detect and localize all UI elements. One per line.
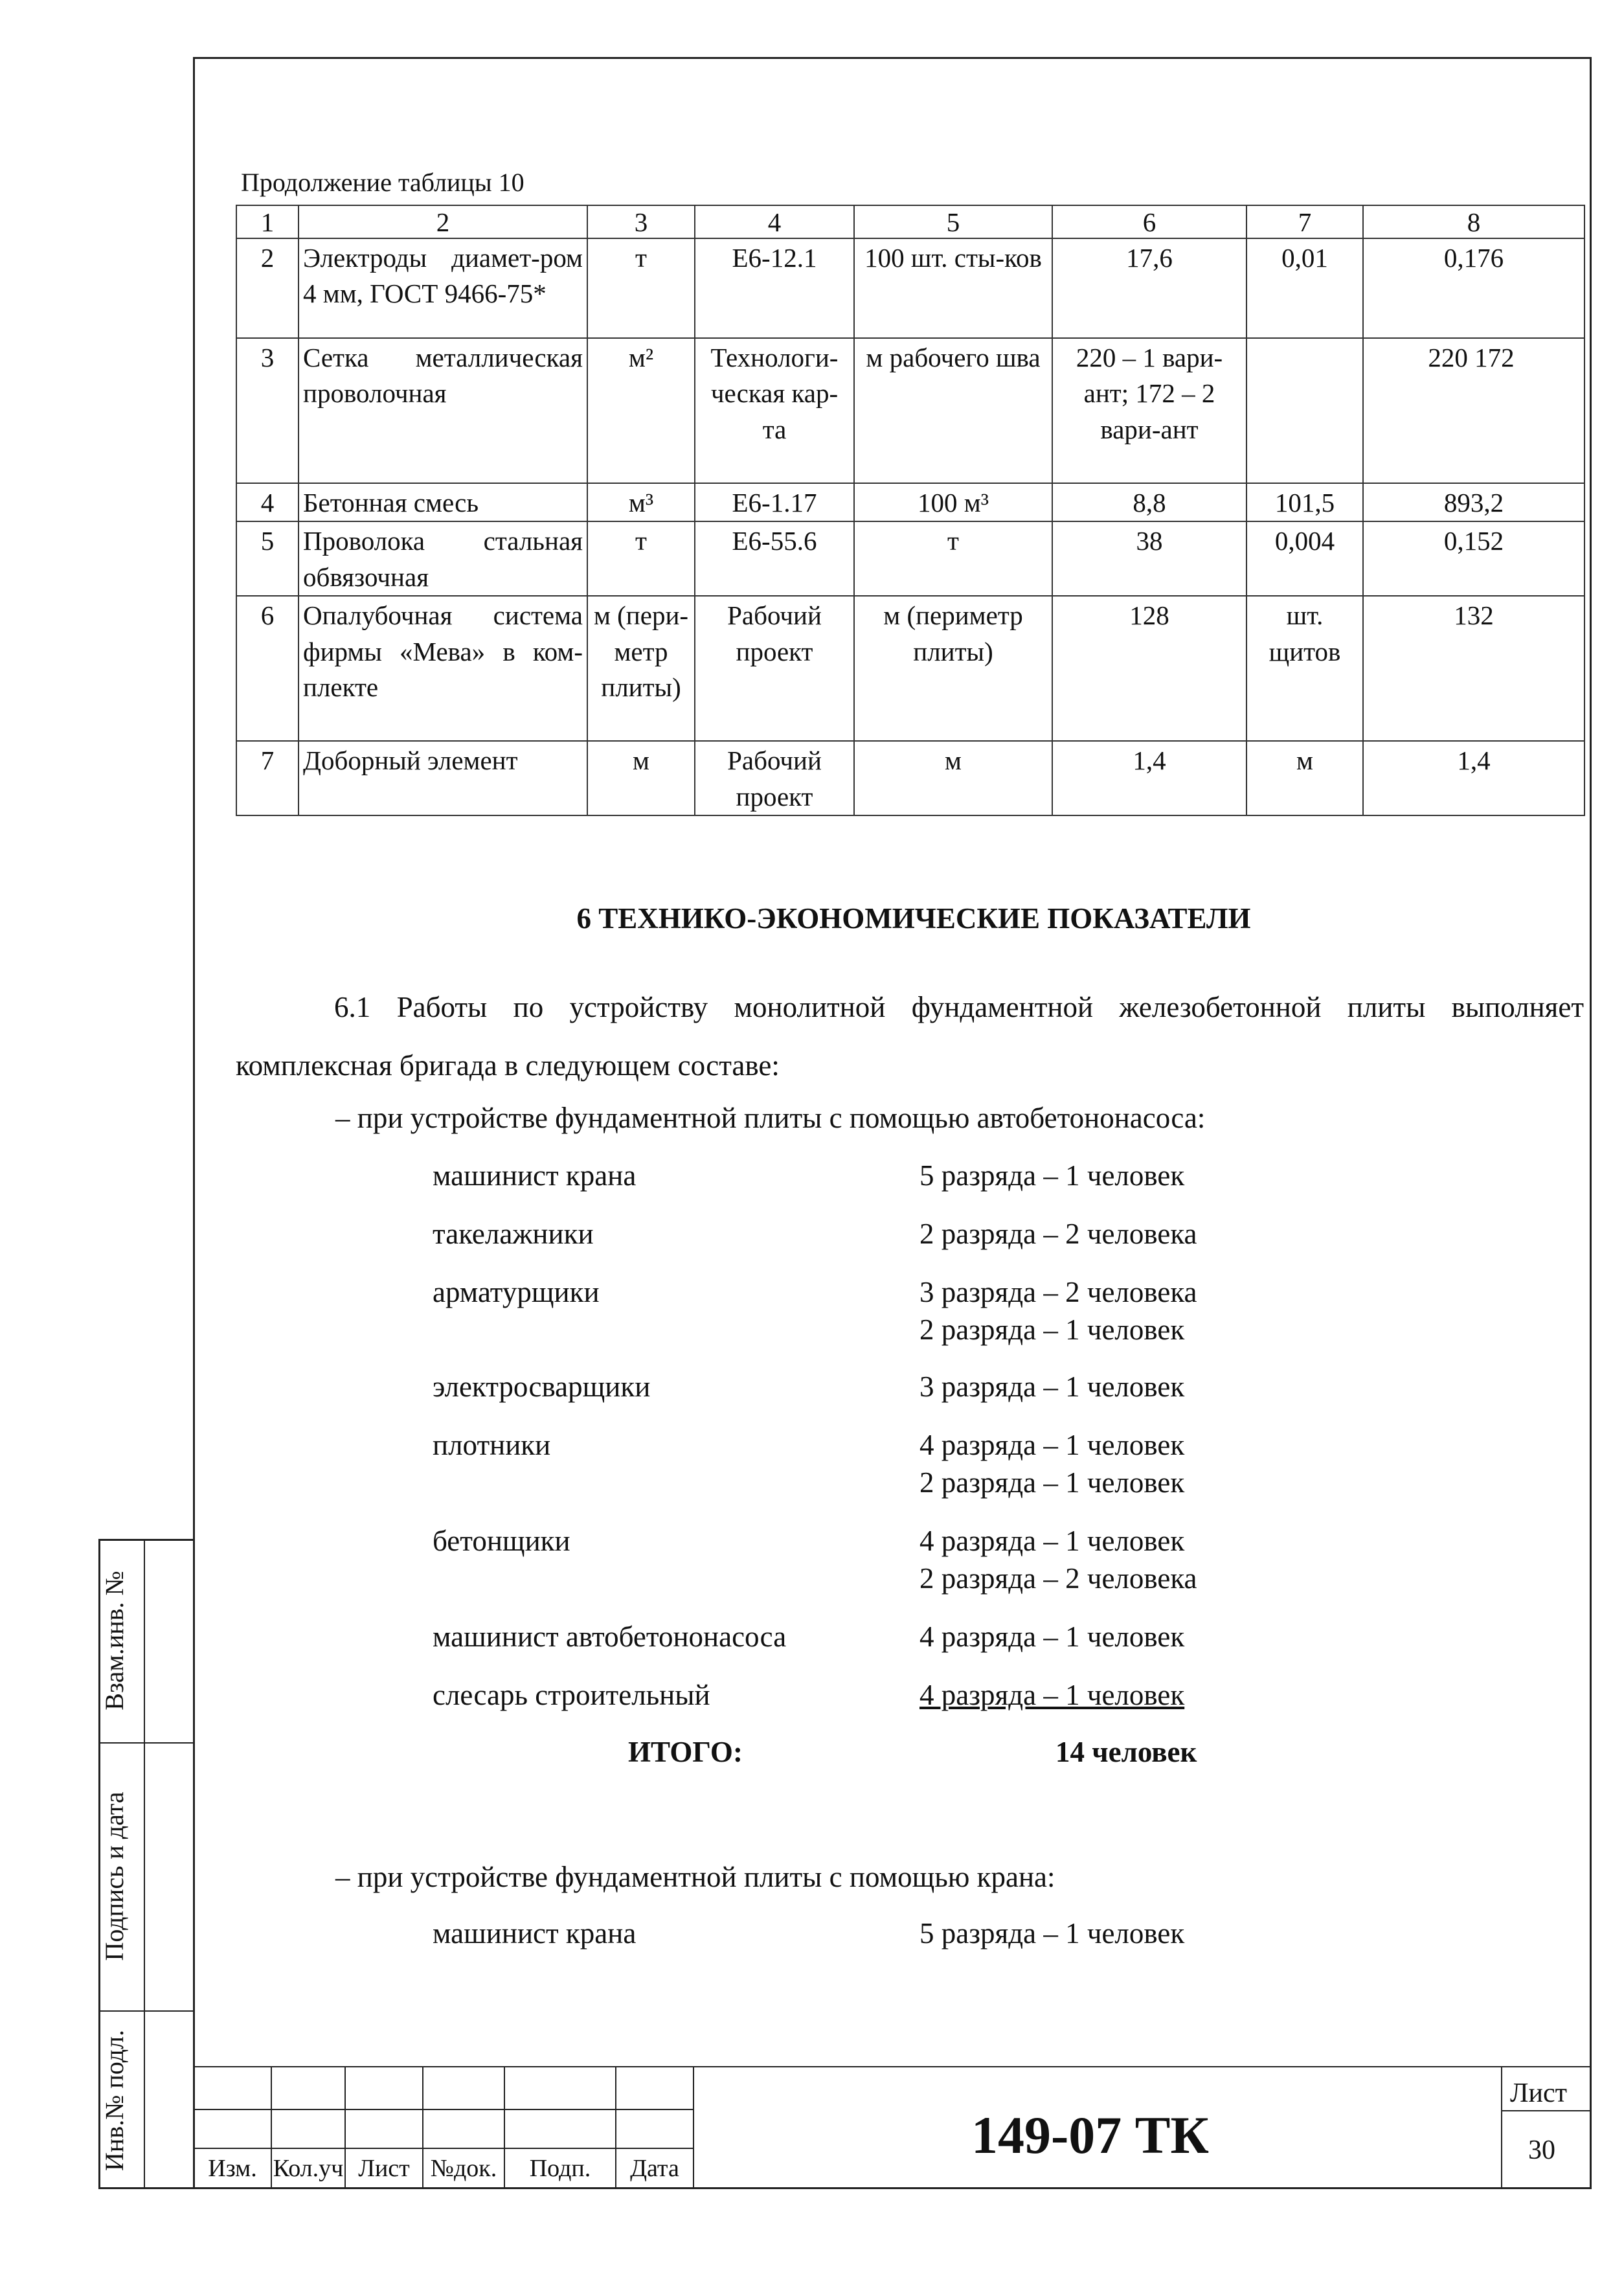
document-code: 149-07 ТК [971, 2106, 1209, 2165]
row-number-cell: 5 [236, 521, 299, 596]
table-row [236, 238, 1585, 338]
table-caption: Продолжение таблицы 10 [241, 168, 524, 197]
title-block-line [693, 2066, 694, 2189]
crew-grade: 4 разряда – 1 человек [919, 1525, 1185, 1557]
material-name-cell: Электроды диамет-ром 4 мм, ГОСТ 9466-75* [299, 238, 587, 338]
crew-role: электросварщики [433, 1370, 651, 1403]
demand-cell: 0,152 [1363, 521, 1585, 596]
row-number-cell: 6 [236, 596, 299, 741]
volume-cell: 128 [1052, 596, 1246, 741]
volume-cell: 17,6 [1052, 238, 1246, 338]
table-row [236, 741, 1585, 815]
bullet-crane-variant: – при устройстве фундаментной плиты с помощью крана: [335, 1861, 1055, 1893]
title-block-line [1501, 2066, 1502, 2189]
norm-source-cell: Е6-55.6 [695, 521, 854, 596]
crew-role: машинист крана [433, 1917, 637, 1950]
demand-cell: 0,176 [1363, 238, 1585, 338]
unit-cell: т [587, 521, 695, 596]
header-cell: 3 [587, 205, 695, 238]
crew-grade: 2 разряда – 1 человек [919, 1466, 1185, 1499]
title-label-data: Дата [630, 2155, 679, 2182]
section-paragraph: 6.1 Работы по устройству монолитной фундаментной железобетонной плиты выполняет комплексная бригада в следующем составе: [236, 991, 1584, 1082]
title-block-line [193, 2066, 1592, 2067]
header-cell: 2 [299, 205, 587, 238]
table-row [236, 596, 1585, 741]
title-block-line [1501, 2110, 1592, 2111]
crew-grade: 5 разряда – 1 человек [919, 1917, 1185, 1950]
crew-role: слесарь строительный [433, 1679, 710, 1711]
row-number-cell: 4 [236, 483, 299, 521]
crew-role: машинист автобетононасоса [433, 1620, 787, 1653]
title-label-podp: Подп. [529, 2155, 591, 2182]
norm-rate-cell: 0,01 [1246, 238, 1363, 338]
crew-grade: 2 разряда – 2 человека [919, 1562, 1197, 1595]
volume-cell: 38 [1052, 521, 1246, 596]
row-number-cell: 3 [236, 338, 299, 483]
crew-role: такелажники [433, 1218, 594, 1250]
crew-role: арматурщики [433, 1276, 600, 1308]
unit-cell: м [587, 741, 695, 815]
table-header-row [236, 205, 1585, 238]
crew-role: плотники [433, 1429, 551, 1461]
zam-inv-label: Взам.инв. № [100, 1571, 129, 1711]
crew-grade: 4 разряда – 1 человек [919, 1679, 1185, 1711]
title-label-izm: Изм. [208, 2155, 257, 2182]
title-label-list: Лист [358, 2155, 410, 2182]
norm-rate-cell: шт. щитов [1246, 596, 1363, 741]
table-row [236, 483, 1585, 521]
unit-cell: т [587, 238, 695, 338]
header-cell: 5 [854, 205, 1052, 238]
demand-cell: 132 [1363, 596, 1585, 741]
sheet-label: Лист [1510, 2078, 1567, 2108]
crew-grade: 4 разряда – 1 человек [919, 1620, 1185, 1653]
table-row [236, 338, 1585, 483]
title-block-line [193, 2148, 693, 2149]
demand-cell: 893,2 [1363, 483, 1585, 521]
crew-role: машинист крана [433, 1159, 637, 1192]
signature-date-label: Подпись и дата [100, 1791, 129, 1961]
norm-rate-cell: 101,5 [1246, 483, 1363, 521]
title-block-line [193, 2109, 693, 2110]
side-stamp-divider [144, 1539, 145, 2189]
material-name-cell: Доборный элемент [299, 741, 587, 815]
norm-source-cell: Рабочий проект [695, 596, 854, 741]
norm-rate-cell: 0,004 [1246, 521, 1363, 596]
norm-rate-cell [1246, 338, 1363, 483]
section-heading: 6 ТЕХНИКО-ЭКОНОМИЧЕСКИЕ ПОКАЗАТЕЛИ [576, 902, 1251, 935]
crew-grade: 4 разряда – 1 человек [919, 1429, 1185, 1461]
crew-grade: 3 разряда – 2 человека [919, 1276, 1197, 1308]
norm-rate-cell: м [1246, 741, 1363, 815]
demand-cell: 220 172 [1363, 338, 1585, 483]
header-cell: 6 [1052, 205, 1246, 238]
row-number-cell: 7 [236, 741, 299, 815]
crew-grade: 3 разряда – 1 человек [919, 1370, 1185, 1403]
header-cell: 4 [695, 205, 854, 238]
material-name-cell: Опалубочная система фирмы «Мева» в ком-плекте [299, 596, 587, 741]
header-cell: 1 [236, 205, 299, 238]
materials-table [236, 205, 1585, 816]
bullet-pump-variant: – при устройстве фундаментной плиты с помощью автобетононасоса: [335, 1102, 1206, 1134]
norm-unit-cell: м (периметр плиты) [854, 596, 1052, 741]
material-name-cell: Проволока стальная обвязочная [299, 521, 587, 596]
norm-unit-cell: т [854, 521, 1052, 596]
title-label-kol-uch: Кол.уч [273, 2155, 344, 2182]
crew-grade: 5 разряда – 1 человек [919, 1159, 1185, 1192]
crew-grade: 2 разряда – 1 человек [919, 1313, 1185, 1346]
norm-source-cell: Е6-1.17 [695, 483, 854, 521]
unit-cell: м³ [587, 483, 695, 521]
norm-source-cell: Е6-12.1 [695, 238, 854, 338]
norm-unit-cell: м [854, 741, 1052, 815]
material-name-cell: Сетка металлическая проволочная [299, 338, 587, 483]
total-value: 14 человек [1055, 1736, 1197, 1768]
unit-cell: м (пери-метр плиты) [587, 596, 695, 741]
crew-role: бетонщики [433, 1525, 570, 1557]
volume-cell: 220 – 1 вари-ант; 172 – 2 вари-ант [1052, 338, 1246, 483]
norm-source-cell: Технологи-ческая кар-та [695, 338, 854, 483]
row-number-cell: 2 [236, 238, 299, 338]
volume-cell: 1,4 [1052, 741, 1246, 815]
header-cell: 8 [1363, 205, 1585, 238]
title-label-ndok: №док. [430, 2155, 497, 2182]
volume-cell: 8,8 [1052, 483, 1246, 521]
crew-grade: 2 разряда – 2 человека [919, 1218, 1197, 1250]
unit-cell: м² [587, 338, 695, 483]
norm-unit-cell: 100 шт. сты-ков [854, 238, 1052, 338]
side-stamp-divider [98, 1742, 193, 1744]
inv-podl-label: Инв.№ подл. [100, 2030, 129, 2171]
sheet-number: 30 [1528, 2135, 1555, 2165]
norm-source-cell: Рабочий проект [695, 741, 854, 815]
norm-unit-cell: м рабочего шва [854, 338, 1052, 483]
norm-unit-cell: 100 м³ [854, 483, 1052, 521]
header-cell: 7 [1246, 205, 1363, 238]
table-row [236, 521, 1585, 596]
total-label: ИТОГО: [628, 1736, 743, 1768]
demand-cell: 1,4 [1363, 741, 1585, 815]
material-name-cell: Бетонная смесь [299, 483, 587, 521]
